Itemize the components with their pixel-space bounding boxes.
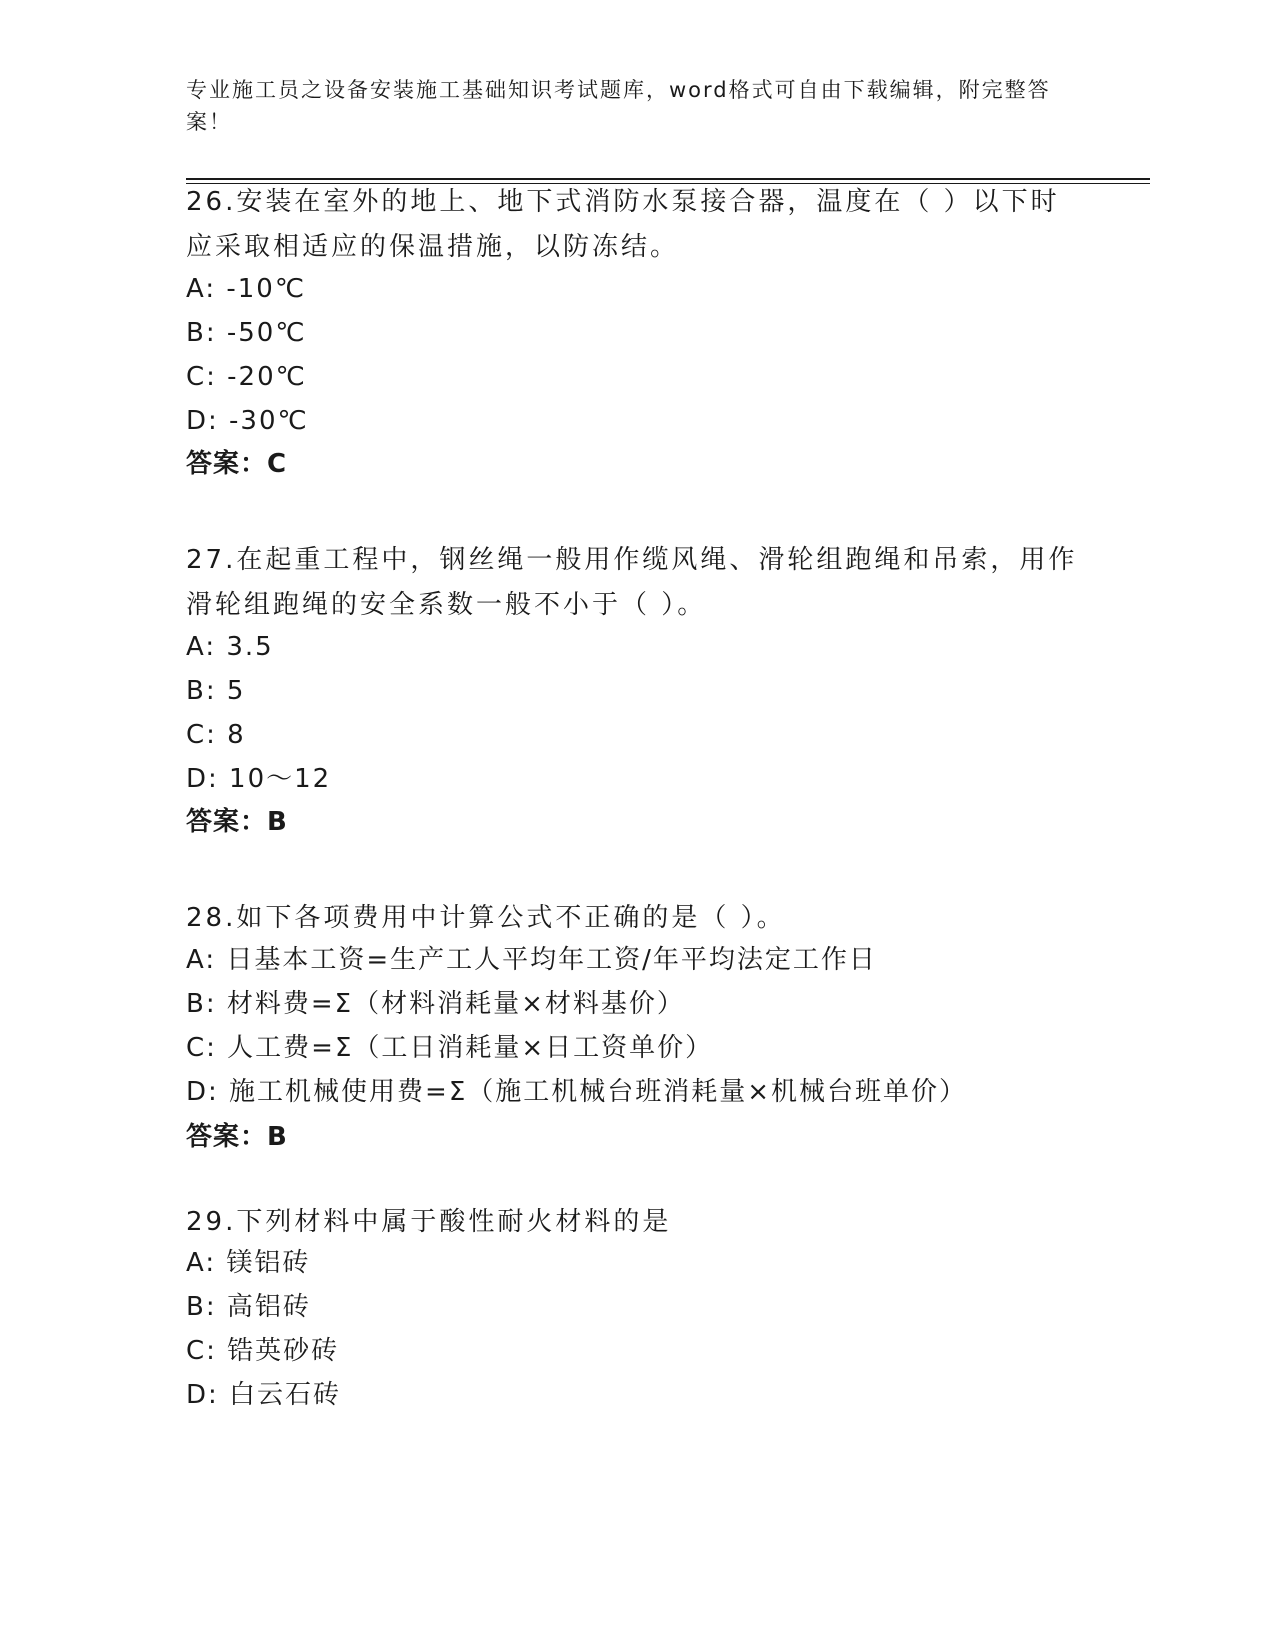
question-28-option-a: A: 日基本工资=生产工人平均年工资/年平均法定工作日 — [186, 945, 877, 975]
question-28-stem: 28.如下各项费用中计算公式不正确的是（ ）。 — [186, 903, 786, 933]
question-26-stem: 26.安装在室外的地上、地下式消防水泵接合器，温度在（ ）以下时应采取相适应的保温措施，以防冻结。 — [186, 187, 1060, 262]
question-29-option-c: C: 锆英砂砖 — [186, 1336, 340, 1366]
question-29-stem: 29.下列材料中属于酸性耐火材料的是 — [186, 1207, 672, 1237]
question-29-option-a: A: 镁铝砖 — [186, 1248, 311, 1278]
question-27-option-c: C: 8 — [186, 720, 246, 750]
question-26-option-b: B: -50℃ — [186, 318, 307, 348]
question-28-option-d: D: 施工机械使用费=Σ（施工机械台班消耗量×机械台班单价） — [186, 1077, 968, 1107]
question-26-option-a: A: -10℃ — [186, 274, 307, 304]
question-27-stem: 27.在起重工程中，钢丝绳一般用作缆风绳、滑轮组跑绳和吊索，用作滑轮组跑绳的安全系数一般不小于（ ）。 — [186, 545, 1078, 620]
question-26-option-c: C: -20℃ — [186, 362, 307, 392]
question-27-option-a: A: 3.5 — [186, 632, 274, 662]
question-26-option-d: D: -30℃ — [186, 406, 309, 436]
question-28-answer: 答案：B — [186, 1122, 288, 1152]
document-header: 专业施工员之设备安装施工基础知识考试题库，word格式可自由下载编辑，附完整答案！ — [186, 78, 1051, 134]
question-26-answer: 答案：C — [186, 449, 288, 479]
question-28-option-b: B: 材料费=Σ（材料消耗量×材料基价） — [186, 989, 685, 1019]
question-29-option-b: B: 高铝砖 — [186, 1292, 311, 1322]
question-29-option-d: D: 白云石砖 — [186, 1380, 342, 1410]
question-27-answer: 答案：B — [186, 807, 288, 837]
question-27-option-b: B: 5 — [186, 676, 246, 706]
question-27-option-d: D: 10～12 — [186, 764, 332, 794]
question-28-option-c: C: 人工费=Σ（工日消耗量×日工资单价） — [186, 1033, 714, 1063]
